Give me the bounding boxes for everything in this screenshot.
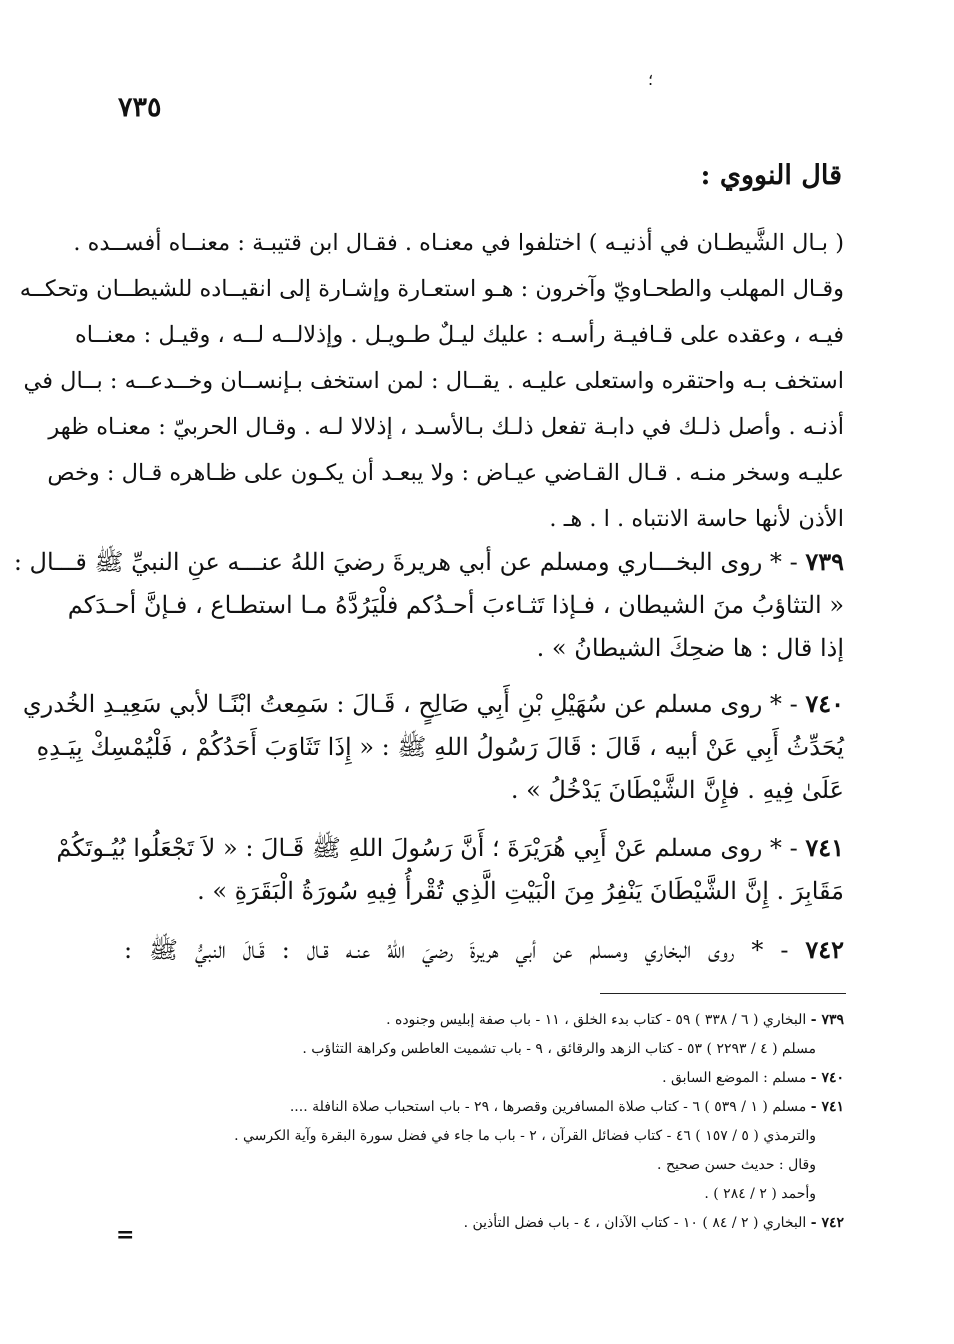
footnote [124, 1035, 844, 1064]
footnotes [124, 1006, 844, 1238]
hadith-line: « التثاؤبُ منَ الشيطان ، فـإذا تَثـاءبَ أحـدُكم فلْيَرُدَّهُ مـا استطـاع ، فـإنَّ أحـدَكم [67, 591, 844, 619]
hadith-741 [56, 826, 844, 913]
hadith-739 [13, 540, 844, 670]
hadith-line: عَلَىٰ فِيهِ . فإِنَّ الشَّيْطَانَ يَدْخُلُ » . [510, 776, 844, 804]
continuation-mark: = [116, 1222, 135, 1248]
hadith-number: ٧٤١ [805, 833, 844, 862]
hadith-number: ٧٣٩ [805, 547, 844, 576]
hadith-number: ٧٤٢ [805, 935, 844, 964]
footnote-text: البخاري ( ٢ / ٨٤ ) ١٠ - كتاب الآذان ، ٤ - باب فضل التأذين . [463, 1215, 807, 1231]
hadith-marker: - [789, 834, 798, 862]
hadith-line: مَقَابِرَ . إِنَّ الشَّيْطَانَ يَنْفِرُ مِنَ الْبَيْتِ الَّذِي تُقْرأُ فِيهِ سُورَةُ الْبَقَرَةِ » . [197, 877, 844, 905]
hadith-line: يُحَدِّثُ أَبِي عَنْ أبيه ، قَالَ : قَالَ رَسُولُ اللهِ ﷺ : « إِذَا تَثَاوَبَ أَحَدُكُمْ ، فَلْيُمْسِكْ بِيَـدِهِ [36, 733, 844, 761]
commentary-line: عليـه وسخر منـه . قـال القـاضي عيـاض : ولا يبعـد أن يكـون على ظـاهره قـال : وخص [47, 460, 844, 486]
footnote [124, 1093, 844, 1122]
footnote-divider [600, 993, 846, 994]
page-number: ٧٣٥ [118, 92, 162, 123]
footnote-number: ٧٤٢ - [810, 1215, 844, 1231]
commentary-line: فيـه ، وعقده على قـافيـة رأسـه : عليك ليـلٌ طـويـل . وإذلالــه لــه ، وقيـل : معنــاه [74, 322, 844, 348]
footnote [124, 1209, 844, 1238]
footnote-text: مسلم ( ١ / ٥٣٩ ) ٦ - كتاب صلاة المسافرين وقصرها ، ٢٩ - باب استحباب صلاة النافلة .... [289, 1099, 807, 1115]
footnote-text: والترمذي ( ٥ / ١٥٧ ) ٤٦ - كتاب فضائل القرآن ، ٢ - باب ما جاء في فضل سورة البقرة وآية الكرسي . [234, 1128, 816, 1144]
hadith-740 [22, 682, 844, 812]
hadith-line: إذا قال : ها ضحِكَ الشيطانُ » . [536, 634, 844, 662]
hadith-marker: - [789, 548, 798, 576]
hadith-line: * روى مسلم عَنْ أَبِي هُرَيْرَةَ ؛ أَنَّ رَسُولَ اللهِ ﷺ قَـالَ : « لاَ تَجْعَلُوا بُيُـوتَكُمْ [56, 834, 782, 862]
footnote-text: مسلم : الموضع السابق . [662, 1070, 807, 1086]
footnote-text: وأحمد ( ٢ / ٢٨٤ ) . [704, 1186, 816, 1202]
hadith-742 [124, 928, 844, 972]
footnote-text: مسلم ( ٤ / ٢٢٩٣ ) ٥٣ - كتاب الزهد والرقائق ، ٩ - باب تشميت العاطس وكراهة التثاؤب . [302, 1041, 816, 1057]
commentary-line: الأذن لأنها حاسة الانتباه . ا . هـ . [549, 506, 844, 532]
hadith-line: * روى البخاري ومسلم عن أبي هريرةَ رضيَ اللهُ عنـه قـال : قَـالَ النبيُّ ﷺ : [124, 936, 764, 964]
footnote [124, 1180, 844, 1209]
section-heading: قال النووي : [700, 160, 842, 191]
footnote [124, 1151, 844, 1180]
footnote [124, 1122, 844, 1151]
top-mark: ؛ [648, 70, 654, 89]
footnote-number: ٧٣٩ - [810, 1012, 844, 1028]
hadith-marker: - [780, 936, 789, 964]
footnote-text: البخاري ( ٦ / ٣٣٨ ) ٥٩ - كتاب بدء الخلق ، ١١ - باب صفة إبليس وجنوده . [386, 1012, 807, 1028]
commentary-line: وقـال المهلب والطحـاويّ وآخرون : هـو استعـارة وإشـارة إلى انقيــاده للشيطــان وتحكــه [19, 276, 844, 302]
footnote [124, 1006, 844, 1035]
hadith-marker: - [789, 690, 798, 718]
footnote [124, 1064, 844, 1093]
hadith-number: ٧٤٠ [805, 689, 844, 718]
commentary-line: ( بـال الشَّيطـان في أذنيـه ) اختلفوا في معنـاه . فقـال ابن قتيبـة : معنــاه أفســده . [73, 230, 844, 256]
footnote-text: وقال : حديث حسن صحيح . [657, 1157, 816, 1173]
hadith-line: * روى مسلم عن سُهَيْلِ بْنِ أَبِي صَالِحٍ ، قَـالَ : سَمِعتُ ابْنًـا لأبي سَعِيـدِ الخُدري [22, 690, 782, 718]
commentary-line: استخف بـه واحتقره واستعلى عليـه . يقــال : لمن استخف بـإنســان وخــدعــه : بــال في [23, 368, 844, 394]
commentary-line: أذنـه . وأصل ذلـك في دابـة تفعل ذلـك بـالأسـد ، إذلالا لـه . وقـال الحربيّ : معنـاه ظهر [48, 414, 844, 440]
commentary-paragraph [19, 220, 844, 542]
footnote-number: ٧٤٠ - [810, 1070, 844, 1086]
hadith-line: * روى البخـــاري ومسلم عن أبي هريرةَ رضيَ اللهُ عنـــه عنِ النبيِّ ﷺ قـــال : [13, 548, 782, 576]
footnote-number: ٧٤١ - [810, 1099, 844, 1115]
